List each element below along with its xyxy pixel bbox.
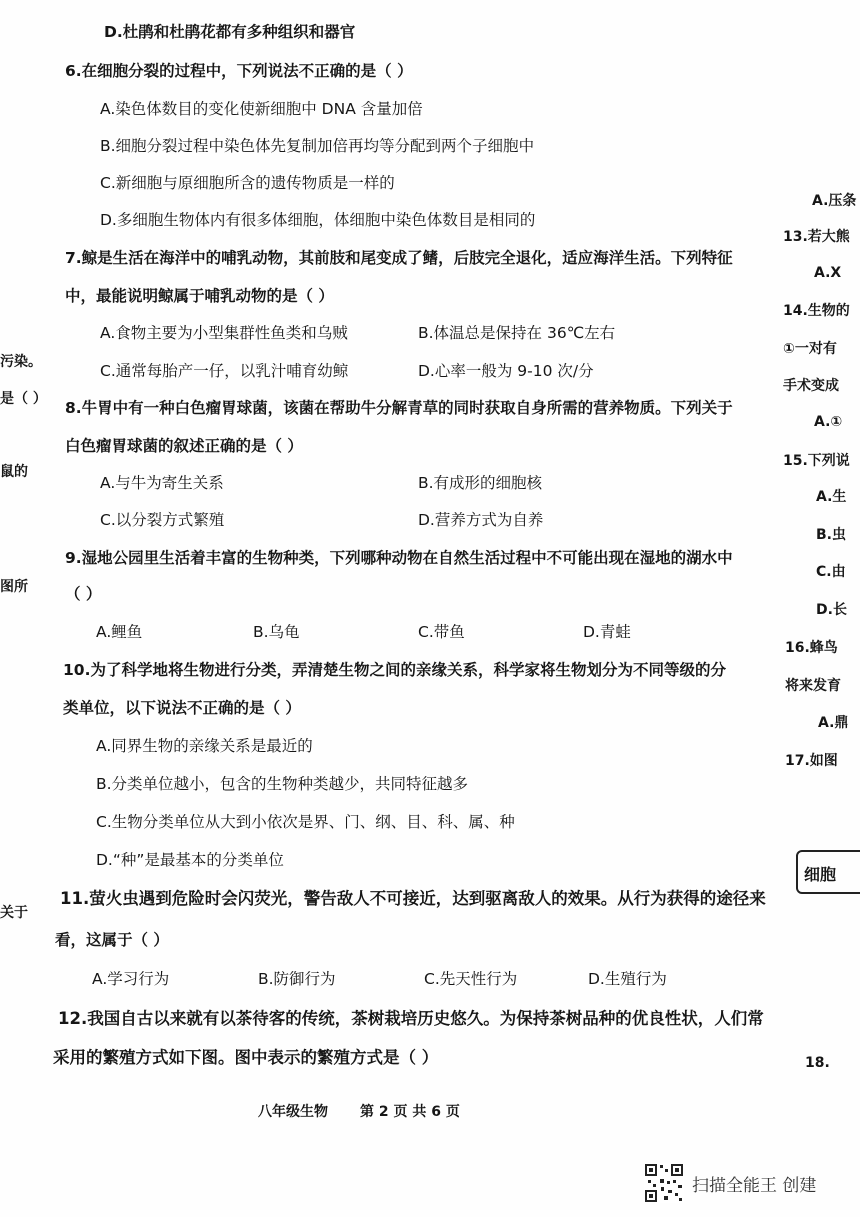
q12-stem-line2: 采用的繁殖方式如下图。图中表示的繁殖方式是（ ）: [53, 1048, 439, 1067]
q10-option-a: A.同界生物的亲缘关系是最近的: [96, 737, 313, 755]
q8-option-a: A.与牛为寄生关系: [100, 474, 224, 492]
right-margin-fragment: B.虫: [816, 527, 846, 543]
q9-option-c: C.带鱼: [418, 623, 465, 641]
right-margin-fragment: C.由: [816, 564, 846, 580]
right-margin-fragment: 手术变成: [783, 378, 839, 394]
q5-option-d: D.杜鹃和杜鹃花都有多种组织和器官: [104, 23, 356, 41]
right-margin-fragment: ①一对有: [783, 341, 837, 357]
footer-subject: 八年级生物: [258, 1104, 328, 1120]
footer-page-number: 第 2 页 共 6 页: [360, 1104, 460, 1120]
left-margin-fragment: 是（ ）: [0, 391, 47, 407]
q10-stem-line1: 10.为了科学地将生物进行分类，弄清楚生物之间的亲缘关系，科学家将生物划分为不同等级的分: [63, 661, 726, 679]
q9-option-b: B.乌龟: [253, 623, 300, 641]
right-margin-fragment: D.长: [816, 602, 847, 618]
qr-code-icon: [644, 1163, 684, 1203]
left-margin-fragment: 关于: [0, 905, 28, 921]
q7-stem-line2: 中，最能说明鲸属于哺乳动物的是（ ）: [65, 287, 334, 305]
q10-option-d: D.“种”是最基本的分类单位: [96, 851, 284, 869]
right-margin-fragment: 将来发育: [785, 678, 841, 694]
q7-option-b: B.体温总是保持在 36℃左右: [418, 324, 616, 342]
right-margin-fragment: A.鼎: [818, 715, 849, 731]
q11-stem-line1: 11.萤火虫遇到危险时会闪荧光，警告敌人不可接近，达到驱离敌人的效果。从行为获得的途径来: [60, 889, 766, 908]
right-margin-fragment: 13.若大熊: [783, 229, 850, 245]
q7-stem-line1: 7.鲸是生活在海洋中的哺乳动物，其前肢和尾变成了鳍，后肢完全退化，适应海洋生活。下列特征: [65, 249, 733, 267]
q6-option-d: D.多细胞生物体内有很多体细胞，体细胞中染色体数目是相同的: [100, 211, 536, 229]
q7-option-a: A.食物主要为小型集群性鱼类和乌贼: [100, 324, 348, 342]
q10-option-b: B.分类单位越小，包含的生物种类越少，共同特征越多: [96, 775, 469, 793]
scanner-watermark: 扫描全能王 创建: [692, 1176, 817, 1196]
left-margin-fragment: 污染。: [0, 354, 42, 370]
q11-option-d: D.生殖行为: [588, 970, 667, 988]
q6-option-a: A.染色体数目的变化使新细胞中 DNA 含量加倍: [100, 100, 423, 118]
q8-option-d: D.营养方式为自养: [418, 511, 544, 529]
q11-option-b: B.防御行为: [258, 970, 336, 988]
q11-option-a: A.学习行为: [92, 970, 170, 988]
q9-stem-line2: （ ）: [65, 585, 102, 603]
left-margin-fragment: 图所: [0, 579, 28, 595]
cell-diagram-box-fragment: [796, 850, 860, 894]
q10-stem-line2: 类单位，以下说法不正确的是（ ）: [63, 699, 301, 717]
q9-option-d: D.青蛙: [583, 623, 631, 641]
right-margin-fragment: 15.下列说: [783, 453, 850, 469]
left-margin-fragment: 鼠的: [0, 464, 28, 480]
cell-diagram-box-label: 细胞: [804, 865, 837, 884]
right-margin-fragment: A.压条: [812, 193, 857, 209]
q7-option-c: C.通常每胎产一仔，以乳汁哺育幼鲸: [100, 362, 349, 380]
q6-stem: 6.在细胞分裂的过程中，下列说法不正确的是（ ）: [65, 62, 413, 80]
right-margin-fragment: 17.如图: [785, 753, 838, 769]
q10-option-c: C.生物分类单位从大到小依次是界、门、纲、目、科、属、种: [96, 813, 515, 831]
q11-option-c: C.先天性行为: [424, 970, 518, 988]
q11-stem-line2: 看，这属于（ ）: [55, 931, 169, 949]
q8-stem-line2: 白色瘤胃球菌的叙述正确的是（ ）: [65, 437, 303, 455]
q8-stem-line1: 8.牛胃中有一种白色瘤胃球菌，该菌在帮助牛分解青草的同时获取自身所需的营养物质。下列关于: [65, 399, 733, 417]
q6-option-c: C.新细胞与原细胞所含的遗传物质是一样的: [100, 174, 395, 192]
right-margin-fragment: A.①: [814, 414, 843, 430]
q12-stem-line1: 12.我国自古以来就有以茶待客的传统，茶树栽培历史悠久。为保持茶树品种的优良性状，人们常: [58, 1009, 764, 1028]
right-margin-fragment: 16.蜂鸟: [785, 640, 838, 656]
right-margin-fragment: A.X: [814, 265, 842, 281]
q6-option-b: B.细胞分裂过程中染色体先复制加倍再均等分配到两个子细胞中: [100, 137, 535, 155]
q9-stem-line1: 9.湿地公园里生活着丰富的生物种类，下列哪种动物在自然生活过程中不可能出现在湿地的湖水中: [65, 549, 733, 567]
q8-option-c: C.以分裂方式繁殖: [100, 511, 225, 529]
q9-option-a: A.鲤鱼: [96, 623, 143, 641]
right-margin-fragment: A.生: [816, 489, 847, 505]
q7-option-d: D.心率一般为 9-10 次/分: [418, 362, 594, 380]
q8-option-b: B.有成形的细胞核: [418, 474, 543, 492]
right-margin-fragment: 18.: [805, 1055, 830, 1071]
right-margin-fragment: 14.生物的: [783, 303, 850, 319]
